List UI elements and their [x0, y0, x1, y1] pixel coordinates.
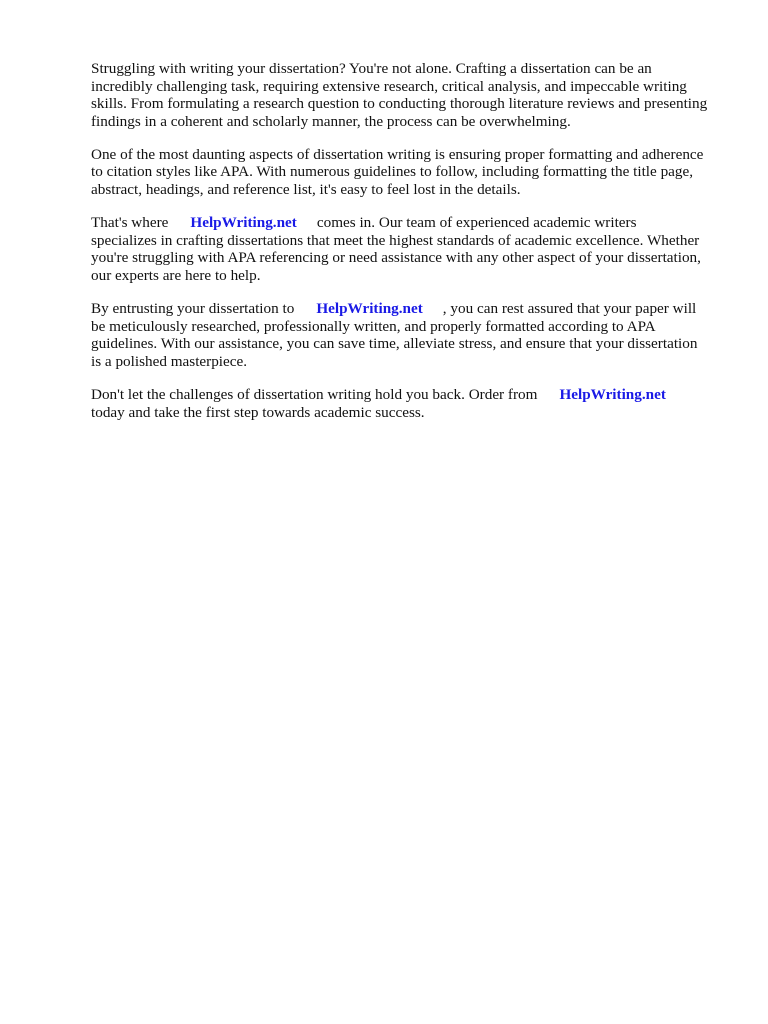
- paragraph-call-to-action: [91, 386, 721, 421]
- helpwriting-link[interactable]: HelpWriting.net: [316, 300, 423, 318]
- helpwriting-link[interactable]: HelpWriting.net: [559, 385, 666, 403]
- paragraph-entrusting: [91, 300, 721, 370]
- paragraph-text-before-link: By entrusting your dissertation to: [91, 300, 295, 318]
- paragraph-text-before-link: Don't let the challenges of dissertation writing hold you back. Order from: [91, 385, 538, 403]
- paragraph-intro: Struggling with writing your dissertation? You're not alone. Crafting a dissertation can be an incredibly challenging task, requiring extensive research, critical analysis, and impeccable writing skills. From formulating a research question to conducting thorough literature reviews and presenting findings in a coherent and scholarly manner, the process can be overwhelming.: [91, 60, 708, 130]
- helpwriting-link[interactable]: HelpWriting.net: [190, 214, 297, 232]
- paragraph-text-before-link: That's where: [91, 214, 169, 232]
- paragraph-text-after-link: comes in. Our team of experienced academic writers specializes in crafting dissertations that meet the highest standards of academic excellence. Whether you're struggling with APA referencing or need assistance with any other aspect of your dissertation, our experts are here to help.: [91, 214, 701, 284]
- paragraph-formatting: One of the most daunting aspects of dissertation writing is ensuring proper formatting and adherence to citation styles like APA. With numerous guidelines to follow, including formatting the title page, abstract, headings, and reference list, it's easy to feel lost in the details.: [91, 145, 704, 199]
- document-page: [91, 60, 721, 437]
- paragraph-text-after-link: , you can rest assured that your paper will be meticulously researched, professionally written, and properly formatted according to APA guidelines. With our assistance, you can save time, alleviate stress, and ensure that your dissertation is a polished masterpiece.: [91, 300, 698, 370]
- paragraph-service-intro: [91, 214, 721, 284]
- paragraph-text-after-link: today and take the first step towards academic success.: [91, 403, 425, 421]
